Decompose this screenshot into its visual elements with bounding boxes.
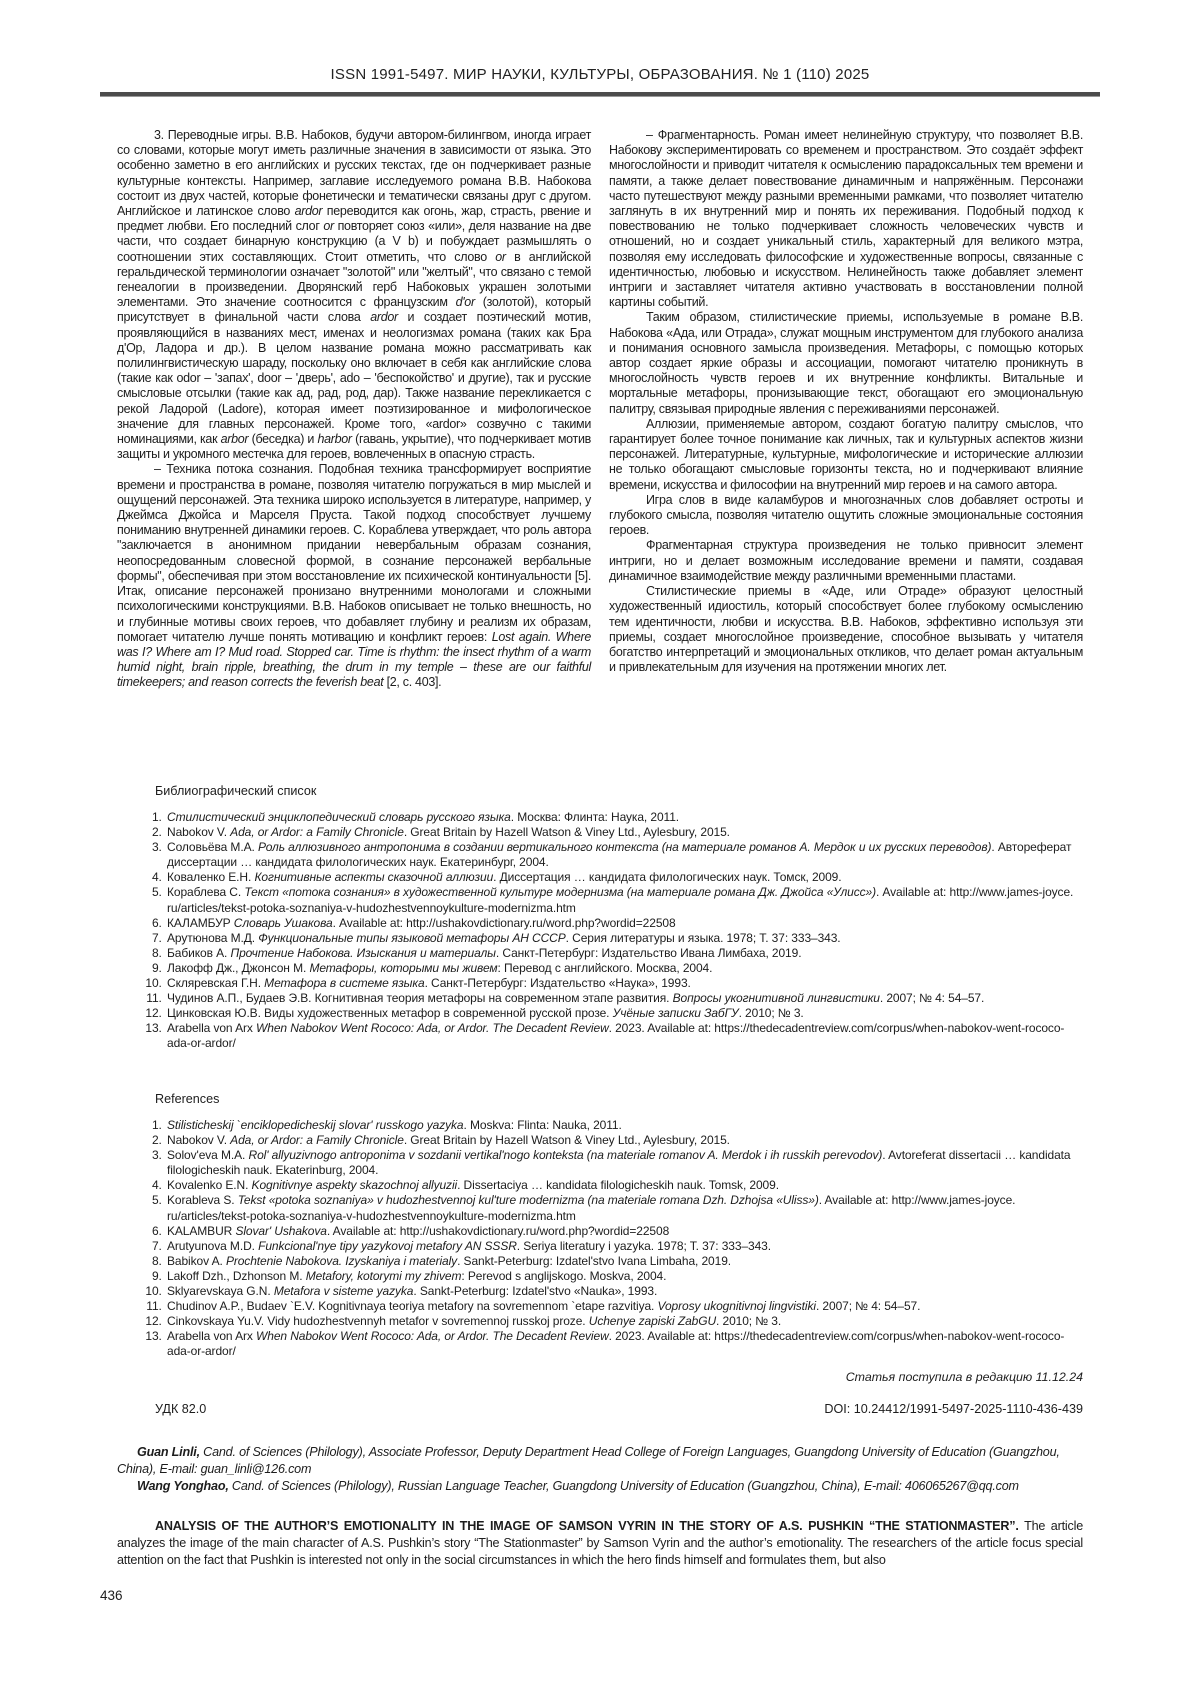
article-paragraph: Игра слов в виде каламбуров и многозначных слов добавляет остроты и глубокого смысла, позволяя читателю ощутить сложные эмоциональные состояния героев. <box>609 492 1083 538</box>
text-run: Функциональные типы языковой метафоры АН СССР <box>258 930 566 945</box>
bibliography-title: Библиографический список <box>155 784 317 798</box>
text-run: Текст «потока сознания» в художественной культуре модернизма (на материале романа Дж. Джойса «Улисс») <box>244 885 876 900</box>
text-run: Rol' allyuzivnogo antroponima v sozdanii vertikal'nogo konteksta (na materiale romanov A. Merdok i ih russkih perevodov) <box>248 1148 883 1163</box>
authors-block <box>117 1444 1083 1494</box>
reference-item: 12. Cinkovskaya Yu.V. Vidy hudozhestvennyh metafor v sovremennoj russkoj proze. Uchenye zapiski ZabGU. 2010; № 3. <box>165 1314 1083 1329</box>
abstract-block <box>117 1518 1083 1569</box>
bibliography-item: 6. КАЛАМБУР Словарь Ушакова. Available at: http://ushakovdictionary.ru/word.php?wordid=22508 <box>165 916 1083 931</box>
bibliography-item: 11. Чудинов А.П., Будаев Э.В. Когнитивная теория метафоры на современном этапе развития. Вопросы укогнитивной лингвистики. 2007; № 4: 54–57. <box>165 991 1083 1006</box>
reference-item: 7. Arutyunova M.D. Funkcional'nye tipy yazykovoj metafory AN SSSR. Seriya literatury i yazyka. 1978; T. 37: 333–343. <box>165 1239 1083 1254</box>
text-run: Stilisticheskij `enciklopedicheskij slovar' russkogo yazyka <box>167 1118 464 1132</box>
text-run: When Nabokov Went Rococo: Ada, or Ardor. The Decadent Review <box>256 1021 609 1036</box>
bibliography-item: 2. Nabokov V. Ada, or Ardor: a Family Chronicle. Great Britain by Hazell Watson & Viney Ltd., Aylesbury, 2015. <box>165 825 1083 840</box>
bibliography-list <box>117 810 1083 1052</box>
text-run: or <box>495 249 506 264</box>
article-paragraph: 3. Переводные игры. В.В. Набоков, будучи автором-билингвом, иногда играет со словами, которые могут иметь различные значения в зависимости от языка. Это особенно заметно в его английских и русских текстах, где он подчеркивает разные культурные контексты. Например, заглавие исследуемого романа В.В. Набокова состоит из двух частей, которые фонетически и тематически связаны друг с другом. Английское и латинское слово ardor переводится как огонь, жар, страсть, рвение и предмет любви. Его последний слог or повторяет союз «или», деля название на две части, что создает бинарную конструкцию (a V b) и побуждает размышлять о соотношении этих составляющих. Стоит отметить, что слово or в английской геральдической терминологии означает "золотой" или "желтый", что связано с темой генеалогии в произведении. Дворянский герб Набоковых украшен золотыми элементами. Это значение соотносится с французским d'or (золотой), который присутствует в финальной части слова ardor и создает поэтический мотив, проявляющийся в названиях мест, именах и неологизмах романа (таких как Бра д'Ор, Ладора и др.). В целом название романа можно рассматривать как полилингвистическую шараду, поскольку оно включает в себя как английские слова (такие как odor – 'запах', door – 'дверь', ado – 'беспокойство' и другие), так и русские смысловые отсылки (такие как ад, рад, род, дар). Также название перекликается с рекой Ладорой (Ladore), которая имеет поэтизированное и мифологическое значение для главных персонажей. Кроме того, «ardor» созвучно с такими номинациями, как arbor (беседка) и harbor (гавань, укрытие), что подчеркивает мотив защиты и укромного местечка для героев, вовлеченных в опасную страсть. <box>117 128 591 462</box>
text-run: ardor <box>370 310 398 325</box>
text-run: Вопросы укогнитивной лингвистики <box>672 991 880 1006</box>
bibliography-item: 9. Лакофф Дж., Джонсон М. Метафоры, которыми мы живем: Перевод с английского. Москва, 2004. <box>165 961 1083 976</box>
text-run: Учёные записки ЗабГУ <box>612 1006 739 1021</box>
text-run: Wang Yonghao, <box>137 1478 229 1493</box>
bibliography-item: 4. Коваленко Е.Н. Когнитивные аспекты сказочной аллюзии. Диссертация … кандидата филологических наук. Томск, 2009. <box>165 870 1083 885</box>
text-run: Когнитивные аспекты сказочной аллюзии <box>254 870 494 885</box>
text-run: Cand. of Sciences (Philology), Associate Professor, Deputy Department Head College of Foreign Languages, Guangdong University of Education (Guangzhou, China), E-mail: guan_linli@126.com <box>117 1445 1060 1476</box>
text-run: ardor <box>294 204 323 219</box>
reference-item: 8. Babikov A. Prochtenie Nabokova. Izyskaniya i materialy. Sankt-Peterburg: Izdatel'stvo Ivana Limbaha, 2019. <box>165 1254 1083 1269</box>
udk-doi-row <box>117 1402 1083 1416</box>
article-body <box>117 128 1083 691</box>
article-paragraph: Фрагментарная структура произведения не только привносит элемент интриги, но и делает возможным исследование времени и памяти, создавая динамичное взаимодействие между различными временными пластами. <box>609 538 1083 583</box>
references-section <box>117 1092 1083 1360</box>
text-run: Funkcional'nye tipy yazykovoj metafory AN SSSR <box>258 1238 517 1253</box>
bibliography-item: 13. Arabella von Arx When Nabokov Went Rococo: Ada, or Ardor. The Decadent Review. 2023. Available at: https://thedecadentreview.com/corpus/when-nabokov-went-rococo-ada-or-ardor/ <box>165 1021 1083 1051</box>
text-run: Slovar' Ushakova <box>235 1223 327 1238</box>
udk-code: УДК 82.0 <box>155 1402 207 1416</box>
text-run: When Nabokov Went Rococo: Ada, or Ardor. The Decadent Review <box>256 1329 609 1344</box>
bibliography-item: 8. Бабиков А. Прочтение Набокова. Изыскания и материалы. Санкт-Петербург: Издательство Ивана Лимбаха, 2019. <box>165 946 1083 961</box>
page-number: 436 <box>100 1588 123 1603</box>
text-run: Guan Linli, <box>137 1445 200 1459</box>
text-run: Словарь Ушакова <box>233 915 333 930</box>
journal-header-issn-line: ISSN 1991-5497. МИР НАУКИ, КУЛЬТУРЫ, ОБРАЗОВАНИЯ. № 1 (110) 2025 <box>330 66 870 83</box>
text-run: Роль аллюзивного антропонима в создании вертикального контекста (на материале романов А. Мердок и их русских переводов) <box>257 840 992 855</box>
text-run: Kognitivnye aspekty skazochnoj allyuzii <box>251 1178 458 1193</box>
text-run: Метафоры, которыми мы живем <box>309 960 498 975</box>
text-run: or <box>323 219 334 234</box>
text-run: ANALYSIS OF THE AUTHOR’S EMOTIONALITY IN THE IMAGE OF SAMSON VYRIN IN THE STORY OF A.S. PUSHKIN “THE STATIONMASTER”. <box>155 1519 1019 1533</box>
bibliography-item: 5. Кораблева С. Текст «потока сознания» в художественной культуре модернизма (на материале романа Дж. Джойса «Улисс»). Available at: http://www.james-joyce. ru/articles/tekst-potoka-soznaniya-v-hudozhestvennoykulture-modernizma.htm <box>165 885 1083 915</box>
reference-item: 1. Stilisticheskij `enciklopedicheskij slovar' russkogo yazyka. Moskva: Flinta: Nauka, 2011. <box>165 1118 1083 1133</box>
bibliography-section <box>117 784 1083 1052</box>
reference-item: 5. Korableva S. Tekst «potoka soznaniya» v hudozhestvennoj kul'ture modernizma (na materiale romana Dzh. Dzhojsa «Uliss»). Available at: http://www.james-joyce. ru/articles/tekst-potoka-soznaniya-v-hudozhestvennoykulture-modernizma.htm <box>165 1193 1083 1223</box>
text-run: Metafory, kotorymi my zhivem <box>305 1268 462 1283</box>
author-line <box>117 1444 1083 1478</box>
text-run: Tekst «potoka soznaniya» v hudozhestvennoj kul'ture modernizma (na materiale romana Dzh. Dzhojsa «Uliss») <box>237 1193 819 1208</box>
reference-item: 3. Solov'eva M.A. Rol' allyuzivnogo antroponima v sozdanii vertikal'nogo konteksta (na materiale romanov A. Merdok i ih russkih perevodov). Avtoreferat dissertacii … kandidata filologicheskih nauk. Ekaterinburg, 2004. <box>165 1148 1083 1178</box>
bibliography-item: 1. Стилистический энциклопедический словарь русского языка. Москва: Флинта: Наука, 2011. <box>165 810 1083 825</box>
text-run: Uchenye zapiski ZabGU <box>588 1314 717 1329</box>
reference-item: 13. Arabella von Arx When Nabokov Went Rococo: Ada, or Ardor. The Decadent Review. 2023. Available at: https://thedecadentreview.com/corpus/when-nabokov-went-rococo-ada-or-ardor/ <box>165 1329 1083 1359</box>
article-paragraph: – Фрагментарность. Роман имеет нелинейную структуру, что позволяет В.В. Набокову экспериментировать со временем и пространством. Это создаёт эффект многослойности и приводит читателя к осмыслению парадоксальных тем времени и памяти, а также делает повествование динамичным и напряжённым. Персонажи часто путешествуют между разными временными рамками, что позволяет читателю заглянуть в их внутренний мир и понять их переживания. Подобный подход к повествованию не только подчеркивает сложность человеческих чувств и отношений, но и создает уникальный стиль, характерный для великого мэтра, позволяя ему исследовать философские и художественные вопросы, связанные с идентичностью, любовью и искусством. Нелинейность также добавляет элемент интриги и заставляет читателя активно участвовать в восстановлении полной картины событий. <box>609 128 1083 310</box>
text-run: Ada, or Ardor: a Family Chronicle <box>230 825 404 840</box>
bibliography-item: 7. Арутюнова М.Д. Функциональные типы языковой метафоры АН СССР. Серия литературы и языка. 1978; Т. 37: 333–343. <box>165 931 1083 946</box>
header-divider <box>100 92 1100 97</box>
text-run: Прочтение Набокова. Изыскания и материалы <box>230 945 496 960</box>
text-run: arbor <box>220 432 249 447</box>
doi-code: DOI: 10.24412/1991-5497-2025-1110-436-439 <box>824 1402 1083 1416</box>
text-run: Стилистический энциклопедический словарь русского языка <box>167 810 511 824</box>
references-title: References <box>155 1092 220 1106</box>
bibliography-item: 10. Скляревская Г.Н. Метафора в системе языка. Санкт-Петербург: Издательство «Наука», 1993. <box>165 976 1083 991</box>
text-run: Cand. of Sciences (Philology), Russian Language Teacher, Guangdong University of Education (Guangzhou, China), E-mail: 406065267@qq.com <box>228 1478 1019 1493</box>
article-right-column <box>609 128 1083 691</box>
article-paragraph: Аллюзии, применяемые автором, создают богатую палитру смыслов, что гарантирует более точное понимание как личных, так и культурных аспектов жизни персонажей. Литературные, культурные, мифологические и исторические аллюзии не только обогащают смысловые горизонты текста, но и подчеркивают влияние времени, искусства и философии на внутренний мир героев и на самого автора. <box>609 416 1083 492</box>
article-paragraph: Таким образом, стилистические приемы, используемые в романе В.В. Набокова «Ада, или Отрада», служат мощным инструментом для глубокого анализа и понимания основного замысла произведения. Метафоры, с помощью которых автор создает яркие образы и ассоциации, помогают читателю проникнуть в многослойность чувств героев и их внутренние конфликты. Витальные и мортальные метафоры, пронизывающие текст, обогащают его эмоциональную палитру, связывая природные явления с переживаниями персонажей. <box>609 310 1083 416</box>
author-line <box>117 1478 1083 1495</box>
text-run: Prochtenie Nabokova. Izyskaniya i materialy <box>225 1253 458 1268</box>
abstract-paragraph: ANALYSIS OF THE AUTHOR’S EMOTIONALITY IN THE IMAGE OF SAMSON VYRIN IN THE STORY OF A.S. PUSHKIN “THE STATIONMASTER”. The article analyzes the image of the main character of A.S. Pushkin’s story “The Stationmaster” by Samson Vyrin and the author’s emotionality. The researchers of the article focus special attention on the fact that Pushkin is interested not only in the social circumstances in which the hero finds himself and formulates them, but also <box>117 1519 1084 1567</box>
reference-item: 9. Lakoff Dzh., Dzhonson M. Metafory, kotorymi my zhivem: Perevod s anglijskogo. Moskva, 2004. <box>165 1269 1083 1284</box>
text-run: Lost again. Where was I? Where am I? Mud road. Stopped car. Time is rhythm: the insect rhythm of a warm humid night, brain ripple, breathing, the drum in my temple – these are our faithful timekeepers; and reason corrects the feverish beat <box>117 629 591 690</box>
reference-item: 10. Sklyarevskaya G.N. Metafora v sisteme yazyka. Sankt-Peterburg: Izdatel'stvo «Nauka», 1993. <box>165 1284 1083 1299</box>
text-run: Voprosy ukognitivnoj lingvistiki <box>657 1299 816 1314</box>
bibliography-item: 3. Соловьёва М.А. Роль аллюзивного антропонима в создании вертикального контекста (на материале романов А. Мердок и их русских переводов). Автореферат диссертации … кандидата филологических наук. Екатеринбург, 2004. <box>165 840 1083 870</box>
text-run: Метафора в системе языка <box>264 976 425 991</box>
text-run: Ada, or Ardor: a Family Chronicle <box>230 1133 404 1148</box>
text-run: d'or <box>455 295 475 310</box>
received-note: Статья поступила в редакцию 11.12.24 <box>845 1370 1083 1384</box>
reference-item: 2. Nabokov V. Ada, or Ardor: a Family Chronicle. Great Britain by Hazell Watson & Viney Ltd., Aylesbury, 2015. <box>165 1133 1083 1148</box>
reference-item: 11. Chudinov A.P., Budaev `E.V. Kognitivnaya teoriya metafory na sovremennom `etape razvitiya. Voprosy ukognitivnoj lingvistiki. 2007; № 4: 54–57. <box>165 1299 1083 1314</box>
article-paragraph: Стилистические приемы в «Аде, или Отраде» образуют целостный художественный идиостиль, который способствует более глубокому осмыслению тем идентичности, любви и искусства. В.В. Набоков, эффективно используя эти приемы, создает многослойное произведение, способное вызывать у читателя богатство интерпретаций и эмоциональных откликов, что делает роман актуальным и привлекательным для изучения на протяжении многих лет. <box>609 584 1083 675</box>
bibliography-item: 12. Цинковская Ю.В. Виды художественных метафор в современной русской прозе. Учёные записки ЗабГУ. 2010; № 3. <box>165 1006 1083 1021</box>
references-list <box>117 1118 1083 1360</box>
article-paragraph: – Техника потока сознания. Подобная техника трансформирует восприятие времени и пространства в романе, позволяя читателю погружаться в мир мыслей и ощущений персонажей. Эта техника широко используется в литературе, например, у Джеймса Джойса и Марселя Пруста. Такой подход способствует лучшему пониманию внутренней динамики героев. С. Кораблева утверждает, что роль автора "заключается в анонимном придании невербальным образам сознания, неопосредованным словесной формой, в сознание персонажей вербальные формы", обеспечивая при этом восстановление их психической континуальности [5]. Итак, описание персонажей пронизано внутренними монологами и сложными психологическими конструкциями. В.В. Набоков описывает не только внешность, но и глубинные мотивы своих героев, что добавляет глубину и реализм их образам, помогает читателю лучше понять мотивацию и конфликт героев: Lost again. Where was I? Where am I? Mud road. Stopped car. Time is rhythm: the insect rhythm of a warm humid night, brain ripple, breathing, the drum in my temple – these are our faithful timekeepers; and reason corrects the feverish beat [2, с. 403]. <box>117 462 591 690</box>
reference-item: 4. Kovalenko E.N. Kognitivnye aspekty skazochnoj allyuzii. Dissertaciya … kandidata filologicheskih nauk. Tomsk, 2009. <box>165 1178 1083 1193</box>
text-run: Metafora v sisteme yazyka <box>273 1284 414 1299</box>
text-run: harbor <box>317 432 352 447</box>
reference-item: 6. KALAMBUR Slovar' Ushakova. Available at: http://ushakovdictionary.ru/word.php?wordid=22508 <box>165 1224 1083 1239</box>
article-left-column <box>117 128 591 691</box>
